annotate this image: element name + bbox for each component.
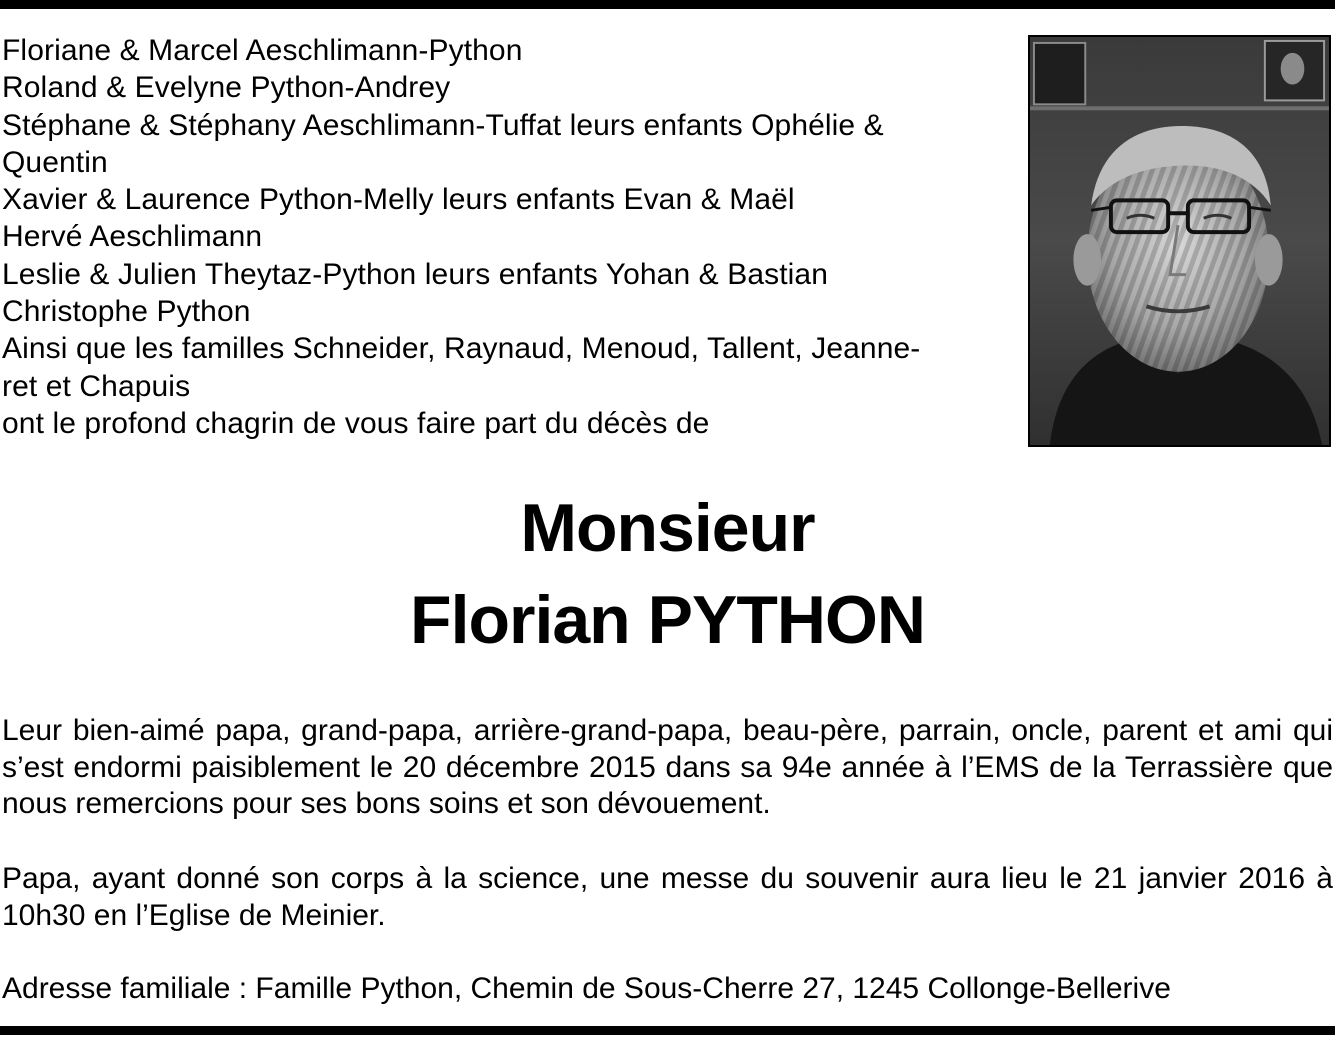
family-line: Xavier & Laurence Python-Melly leurs enfants Evan & Maël [2, 183, 795, 217]
bottom-border-rule [0, 1026, 1335, 1035]
deceased-name-block [0, 482, 1335, 666]
family-line: Hervé Aeschlimann [2, 220, 263, 254]
family-list [2, 32, 1002, 442]
family-line: Christophe Python [2, 295, 251, 329]
tribute-paragraph: Leur bien-aimé papa, grand-papa, arrière-grand-papa, beau-père, parrain, oncle, parent et ami qui s’est endormi paisiblement le 20 décembre 2015 dans sa 94e année à l’EMS de la Terrassière que nous remercions pour ses bons soins et son dévouement. [2, 714, 1333, 820]
announcement-line: ont le profond chagrin de vous faire part du décès de [2, 406, 710, 440]
family-line: Stéphane & Stéphany Aeschlimann-Tuffat leurs enfants Ophélie & [2, 108, 884, 142]
family-line: Leslie & Julien Theytaz-Python leurs enfants Yohan & Bastian [2, 257, 828, 291]
portrait-photo [1028, 35, 1331, 447]
top-border-rule [0, 0, 1335, 9]
family-line: Roland & Evelyne Python-Andrey [2, 71, 451, 105]
family-line: Floriane & Marcel Aeschlimann-Python [2, 34, 523, 67]
honorific-title: Monsieur [520, 490, 815, 566]
family-line: ret et Chapuis [2, 369, 191, 403]
family-line: Quentin [2, 145, 108, 179]
family-line: Ainsi que les familles Schneider, Raynaud, Menoud, Tallent, Jeanne- [2, 332, 921, 366]
ceremony-paragraph: Papa, ayant donné son corps à la science, une messe du souvenir aura lieu le 21 janvier 2016 à 10h30 en l’Eglise de Meinier. [2, 862, 1333, 932]
family-address: Adresse familiale : Famille Python, Chemin de Sous-Cherre 27, 1245 Collonge-Bellerive [2, 972, 1171, 1005]
deceased-name: Florian PYTHON [410, 582, 925, 658]
